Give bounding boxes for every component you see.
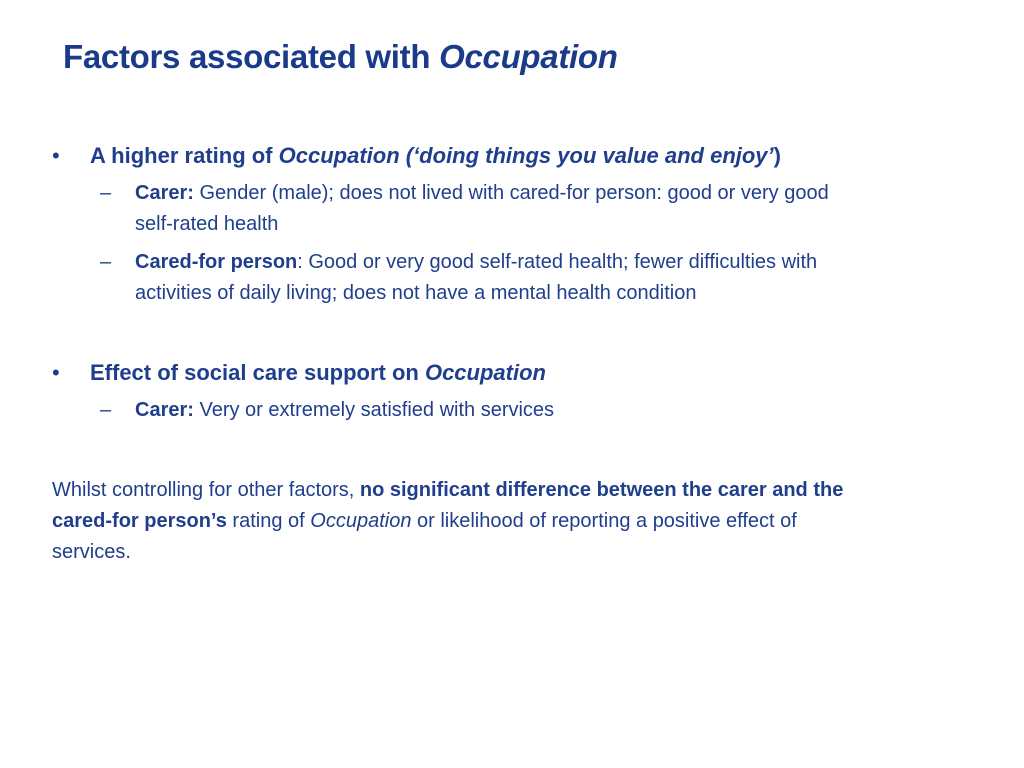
closing-italic: Occupation: [310, 510, 412, 532]
sub-bullet-cared-for-person: [50, 247, 990, 309]
closing-line-2: [52, 506, 982, 537]
sub-line-1: [135, 178, 990, 209]
sub-bullet-carer: [50, 395, 990, 426]
sub-text: : Good or very good self-rated health; fewer difficulties with: [297, 251, 818, 273]
slide-title: [63, 38, 618, 76]
sub-bullet-carer: [50, 178, 990, 240]
sub-label: Carer:: [135, 399, 194, 421]
bullet-main-text: [50, 141, 990, 171]
bullet-suffix: ): [773, 143, 781, 168]
bullet-point-icon: •: [52, 360, 60, 385]
bullet-social-care-effect: [50, 358, 990, 426]
bullet-main-text: [50, 358, 990, 388]
sub-label: Carer:: [135, 182, 194, 204]
closing-line-3: services.: [52, 541, 131, 563]
bullet-point-icon: •: [52, 143, 60, 168]
closing-paragraph: [52, 475, 982, 568]
closing-plain: Whilst controlling for other factors,: [52, 479, 360, 501]
sub-line-1: [135, 395, 990, 426]
title-italic: Occupation: [439, 38, 618, 75]
closing-bold: no significant difference between the carer and the: [359, 479, 844, 501]
closing-line-1: [52, 475, 982, 506]
bullet-italic: Occupation (‘doing things you value and enjoy’: [278, 143, 774, 168]
bullet-higher-rating: [50, 141, 990, 309]
title-prefix: Factors associated with: [63, 38, 440, 75]
dash-icon: –: [100, 251, 112, 273]
sub-line-2: activities of daily living; does not have a mental health condition: [135, 282, 697, 304]
dash-icon: –: [100, 182, 112, 204]
dash-icon: –: [100, 399, 112, 421]
closing-bold: cared-for person’s: [52, 510, 227, 532]
closing-plain: rating of: [226, 510, 311, 532]
bullet-prefix: A higher rating of: [90, 143, 279, 168]
sub-label: Cared-for person: [135, 251, 298, 273]
closing-rest: or likelihood of reporting a positive effect of: [411, 510, 797, 532]
sub-line-2: self-rated health: [135, 213, 279, 235]
bullet-prefix: Effect of social care support on: [90, 360, 425, 385]
sub-text: Very or extremely satisfied with services: [193, 399, 555, 421]
sub-line-1: [135, 247, 990, 278]
bullet-italic: Occupation: [424, 360, 546, 385]
sub-text: Gender (male); does not lived with cared-for person: good or very good: [193, 182, 829, 204]
